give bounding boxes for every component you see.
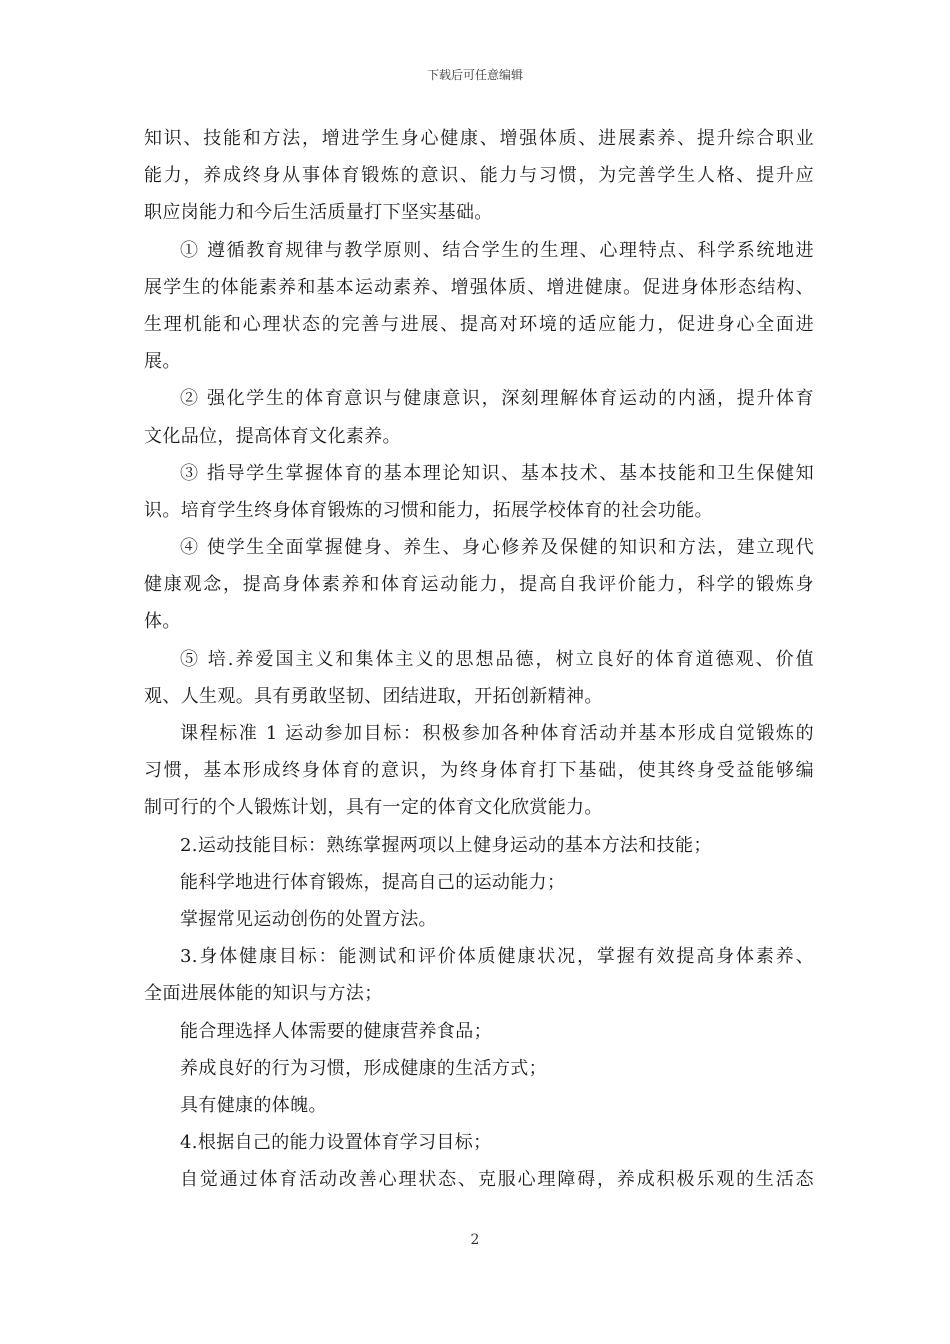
paragraph-2-line: ② 强化学生的体育意识与健康意识，深刻理解体育运动的内涵，提升体育	[180, 388, 814, 410]
text-line: 展。	[144, 351, 181, 373]
text-line: 具有健康的体魄。	[180, 1094, 327, 1116]
learning-goal-line: 4.根据自己的能力设置体育学习目标；	[180, 1132, 492, 1154]
text-line: 制可行的个人锻炼计划，具有一定的体育文化欣赏能力。	[144, 797, 603, 819]
paragraph-3-line: ③ 指导学生掌握体育的基本理论知识、基本技术、基本技能和卫生保健知	[180, 462, 814, 484]
health-goal-line: 3.身体健康目标：能测试和评价体质健康状况，掌握有效提高身体素养、	[180, 946, 814, 968]
paragraph-5-line: ⑤ 培.养爱国主义和集体主义的思想品德，树立良好的体育道德观、价值	[180, 648, 814, 670]
text-line: 职应岗能力和今后生活质量打下坚实基础。	[144, 202, 493, 224]
text-line: 识。培育学生终身体育锻炼的习惯和能力，拓展学校体育的社会功能。	[144, 499, 713, 521]
text-line: 观、人生观。具有勇敢坚韧、团结进取，开拓创新精神。	[144, 685, 603, 707]
text-line: 展学生的体能素养和基本运动素养、增强体质、增进健康。促进身体形态结构、	[144, 276, 814, 298]
text-line: 能合理选择人体需要的健康营养食品；	[180, 1020, 492, 1042]
text-line: 生理机能和心理状态的完善与进展、提高对环境的适应能力，促进身心全面进	[144, 313, 814, 335]
text-line: 养成良好的行为习惯，形成健康的生活方式；	[180, 1057, 547, 1079]
text-line: 习惯，基本形成终身体育的意识，为终身体育打下基础，使其终身受益能够编	[144, 760, 814, 782]
course-standard-line: 课程标准 1 运动参加目标：积极参加各种体育活动并基本形成自觉锻炼的	[180, 723, 814, 744]
document-body	[144, 120, 814, 1198]
text-line: 掌握常见运动创伤的处置方法。	[180, 908, 437, 930]
paragraph-4-line: ④ 使学生全面掌握健身、养生、身心修养及保健的知识和方法，建立现代	[180, 537, 814, 559]
skill-goal-line: 2.运动技能目标：熟练掌握两项以上健身运动的基本方法和技能；	[180, 834, 712, 856]
text-line: 体。	[144, 611, 181, 633]
text-line: 全面进展体能的知识与方法；	[144, 983, 383, 1005]
text-line: 自觉通过体育活动改善心理状态、克服心理障碍，养成积极乐观的生活态	[180, 1169, 814, 1191]
text-line: 健康观念，提高身体素养和体育运动能力，提高自我评价能力，科学的锻炼身	[144, 574, 814, 596]
page-number: 2	[470, 1232, 480, 1248]
text-line: 知识、技能和方法，增进学生身心健康、增强体质、进展素养、提升综合职业	[144, 128, 814, 149]
paragraph-1-line: ① 遵循教育规律与教学原则、结合学生的生理、心理特点、科学系统地进	[180, 239, 814, 261]
page-header: 下载后可任意编辑	[426, 68, 523, 82]
text-line: 文化品位，提高体育文化素养。	[144, 425, 401, 447]
text-line: 能科学地进行体育锻炼，提高自己的运动能力；	[180, 871, 566, 893]
text-line: 能力，养成终身从事体育锻炼的意识、能力与习惯，为完善学生人格、提升应	[144, 165, 814, 187]
